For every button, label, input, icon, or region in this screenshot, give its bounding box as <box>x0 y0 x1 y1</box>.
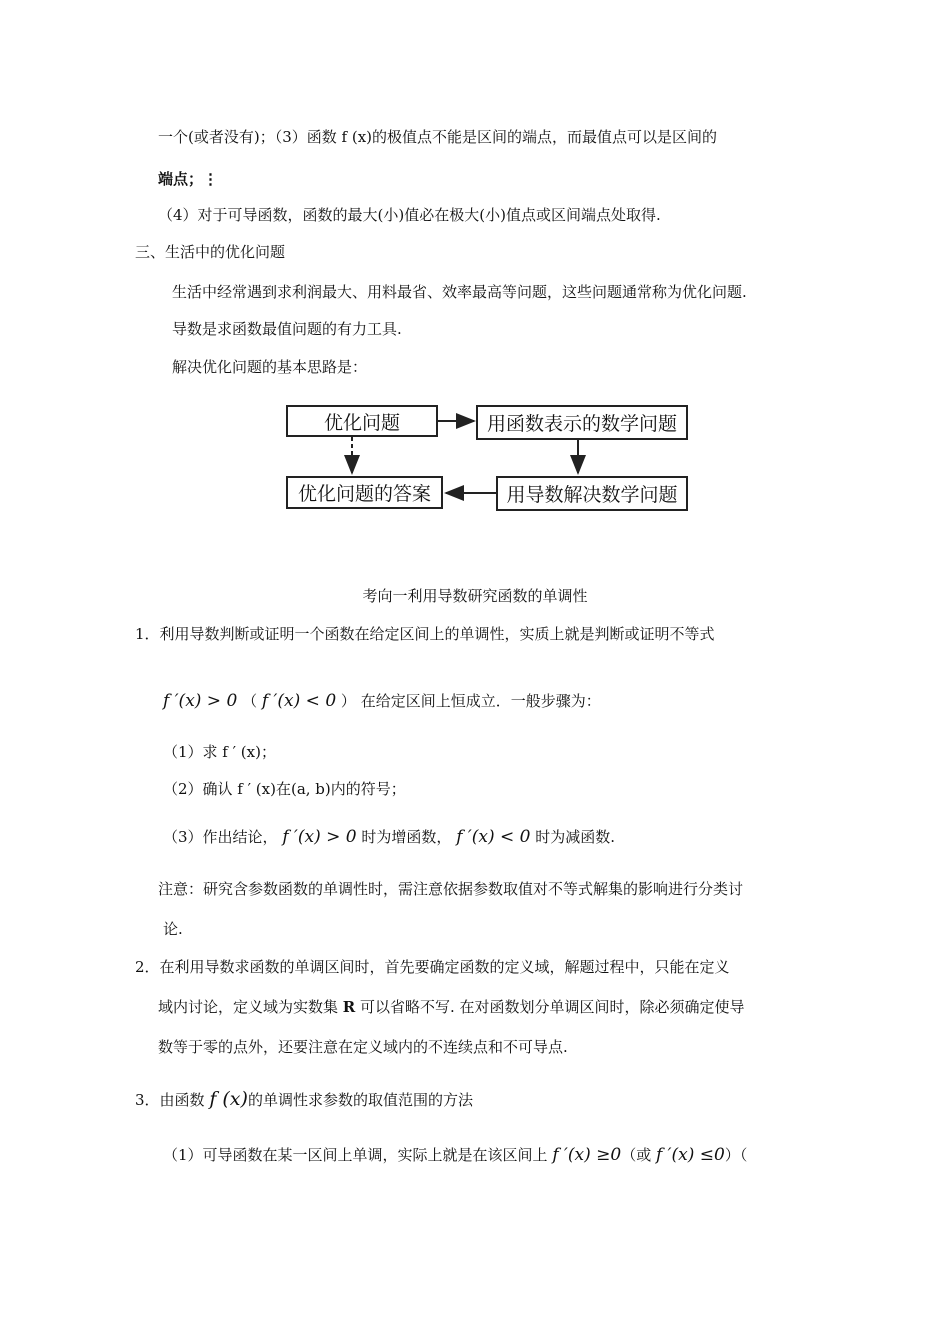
item1-paren-close: ） <box>340 692 356 710</box>
item3-sub-1 <box>163 1144 747 1166</box>
step-1: （1）求 f ′ (x)； <box>163 743 276 761</box>
item2-line-1: 2．在利用导数求函数的单调区间时，首先要确定函数的定义域，解题过程中，只能在定义 <box>135 958 730 976</box>
item3-math: f (x) <box>209 1088 248 1110</box>
item1-line-1: 1．利用导数判断或证明一个函数在给定区间上的单调性，实质上就是判断或证明不等式 <box>135 625 715 643</box>
item3-sub1-or: （或 <box>621 1146 656 1164</box>
note-line-1: 注意：研究含参数函数的单调性时，需注意依据参数取值对不等式解集的影响进行分类讨 <box>158 880 744 898</box>
item1-math-1: f ′(x) > 0 <box>163 691 238 711</box>
step3-decreasing: 时为减函数. <box>535 828 616 846</box>
step-3 <box>163 826 615 848</box>
intro-line-3: （4）对于可导函数，函数的最大(小)值必在极大(小)值点或区间端点处取得. <box>158 206 661 224</box>
item3-sub1-close: ）（ <box>724 1146 748 1164</box>
item1-rest: 在给定区间上恒成立．一般步骤为： <box>360 692 601 710</box>
flow-box-optimization-problem: 优化问题 <box>286 405 438 437</box>
note-line-2: 论. <box>163 920 183 938</box>
kaoxiang-title: 考向一利用导数研究函数的单调性 <box>362 587 588 605</box>
item3-sub1-math-2: f ′(x) ≤0 <box>655 1145 725 1165</box>
item3-rest: 的单调性求参数的取值范围的方法 <box>247 1091 473 1109</box>
real-set-symbol: R <box>342 998 356 1016</box>
step3-math-1: f ′(x) > 0 <box>282 827 357 847</box>
section3-heading: 三、生活中的优化问题 <box>135 243 286 261</box>
item2-line-2b: 可以省略不写. 在对函数划分单调区间时，除必须确定使导 <box>355 998 745 1016</box>
item3-heading <box>135 1088 473 1111</box>
item3-intro: 3．由函数 <box>135 1091 210 1109</box>
flow-box-answer: 优化问题的答案 <box>286 476 443 509</box>
item1-line-2 <box>163 690 601 712</box>
flow-box-derivative-solution: 用导数解决数学问题 <box>496 476 688 511</box>
step3-math-2: f ′(x) < 0 <box>456 827 531 847</box>
item3-sub1-math-1: f ′(x) ≥0 <box>552 1145 622 1165</box>
item3-sub1-intro: （1）可导函数在某一区间上单调，实际上就是在该区间上 <box>163 1146 553 1164</box>
flow-box-math-problem: 用函数表示的数学问题 <box>476 405 688 440</box>
section3-paragraph-1: 生活中经常遇到求利润最大、用料最省、效率最高等问题，这些问题通常称为优化问题. <box>172 283 747 301</box>
section3-paragraph-3: 解决优化问题的基本思路是： <box>172 358 368 376</box>
item2-line-2a: 域内讨论，定义域为实数集 <box>158 998 343 1016</box>
step-2: （2）确认 f ′ (x)在(a, b)内的符号； <box>163 780 406 798</box>
step3-intro: （3）作出结论， <box>163 828 278 846</box>
item2-line-3: 数等于零的点外，还要注意在定义域内的不连续点和不可导点. <box>158 1038 568 1056</box>
item1-paren-open: （ <box>242 692 258 710</box>
section3-paragraph-2: 导数是求函数最值问题的有力工具. <box>172 320 402 338</box>
item2-line-2 <box>158 996 745 1018</box>
intro-line-2: 端点；⋮ <box>158 170 219 188</box>
item1-math-2: f ′(x) < 0 <box>261 691 337 711</box>
intro-line-1: 一个(或者没有)；（3）函数 f (x)的极值点不能是区间的端点，而最值点可以是区间的 <box>158 128 718 146</box>
step3-increasing: 时为增函数， <box>361 828 452 846</box>
